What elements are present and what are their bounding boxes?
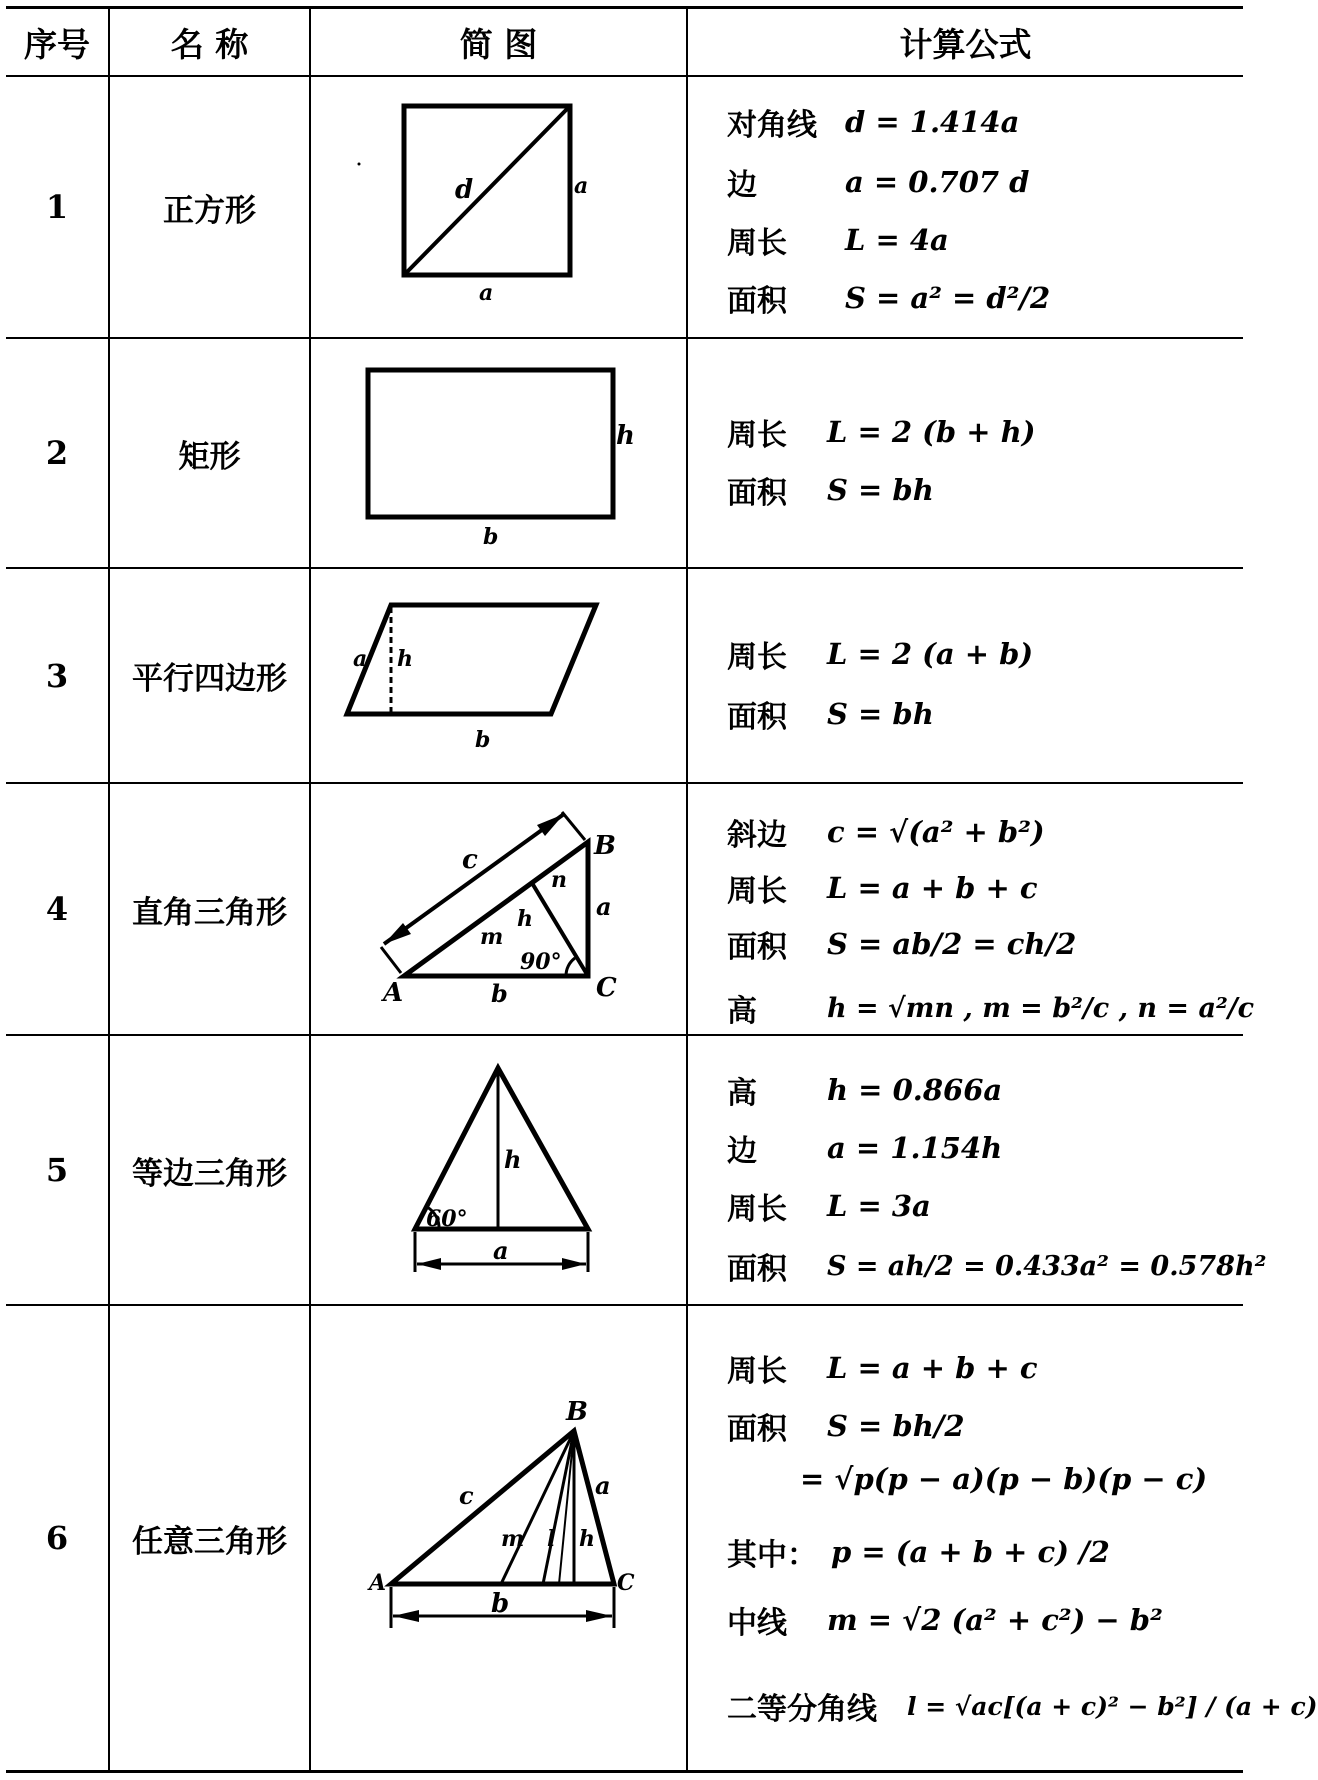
shape-name: 矩形 [178, 438, 241, 475]
formula-expr: a = 1.154h [827, 1131, 1003, 1165]
formula-expr: L = 2 (b + h) [827, 415, 1036, 449]
label-a: a [493, 1236, 509, 1265]
formula-expr: a = 0.707 d [845, 165, 1030, 199]
formula-line [727, 276, 1050, 320]
shape-name: 任意三角形 [132, 1523, 287, 1560]
formula-label: 周长 [727, 226, 787, 261]
formula-label: 面积 [727, 700, 787, 735]
shape-name: 正方形 [163, 192, 256, 229]
formula-line [727, 410, 1035, 454]
header-no: 序号 [24, 24, 90, 64]
formula-line [727, 692, 934, 736]
row-number: 2 [45, 434, 69, 472]
label-b: b [491, 979, 508, 1008]
label-c: c [462, 845, 478, 875]
label-h: h [579, 1526, 595, 1552]
label-b: b [483, 524, 499, 550]
formula-label: 面积 [727, 1252, 787, 1287]
formula-line [727, 100, 1019, 144]
formula-expr: = √p(p − a)(p − b)(p − c) [800, 1462, 1208, 1496]
formula-label: 其中： [727, 1538, 817, 1573]
formula-expr: l = √ac[(a + c)² − b²] / (a + c) [907, 1691, 1318, 1721]
formula-label: 对角线 [727, 108, 817, 143]
formula-expr: L = a + b + c [827, 871, 1038, 905]
square-diagram [311, 77, 686, 337]
formula-label: 周长 [727, 640, 787, 675]
formula-line [727, 1404, 965, 1448]
formula-expr: c = √(a² + b²) [827, 815, 1045, 849]
row-number: 4 [45, 890, 69, 928]
label-m: m [480, 924, 504, 950]
shape-name: 直角三角形 [132, 894, 287, 931]
label-h: h [517, 906, 533, 932]
formula-expr: S = bh/2 [827, 1409, 965, 1443]
header-diagram: 简 图 [459, 24, 538, 64]
row-number: 1 [45, 188, 69, 226]
label-a-bottom: a [479, 280, 494, 306]
shape-name: 平行四边形 [132, 661, 287, 697]
formula-line [727, 1598, 1163, 1642]
parallelogram-diagram [311, 569, 686, 782]
formula-line [727, 1184, 931, 1228]
formula-expr: L = 4a [845, 223, 949, 257]
formula-label: 高 [727, 994, 757, 1029]
arbitrary-triangle-diagram [311, 1306, 686, 1770]
formula-label: 中线 [727, 1606, 787, 1641]
rectangle-diagram [311, 339, 686, 567]
formula-expr: S = a² = d²/2 [845, 281, 1051, 315]
label-d: d [455, 175, 474, 205]
formula-expr: S = bh [827, 473, 934, 507]
label-h: h [616, 421, 635, 451]
formula-line [727, 922, 1076, 966]
formula-expr: S = ab/2 = ch/2 [827, 927, 1077, 961]
formula-label: 面积 [727, 476, 787, 511]
formula-label: 二等分角线 [727, 1692, 877, 1727]
label-90deg: 90° [520, 949, 562, 975]
shape-name: 等边三角形 [132, 1155, 287, 1192]
label-a: a [595, 1471, 611, 1500]
label-b: b [475, 727, 491, 753]
label-a: a [353, 646, 368, 672]
formula-line [727, 1684, 1318, 1728]
label-n: n [551, 867, 567, 893]
formula-label: 周长 [727, 874, 787, 909]
label-B: B [566, 1397, 588, 1427]
formula-line [727, 1346, 1038, 1390]
formula-label: 边 [727, 168, 757, 203]
row-number: 5 [45, 1151, 69, 1189]
rule-col3 [686, 6, 688, 1773]
header-name: 名 称 [170, 24, 249, 64]
label-h: h [397, 646, 413, 672]
label-l: l [547, 1526, 556, 1552]
formula-label: 周长 [727, 1354, 787, 1389]
right-triangle-diagram [311, 784, 686, 1034]
formula-expr: L = 2 (a + b) [827, 637, 1034, 671]
formula-expr: L = a + b + c [827, 1351, 1038, 1385]
formula-expr: p = (a + b + c) /2 [831, 1535, 1110, 1569]
label-b: b [491, 1589, 510, 1619]
formula-expr: m = √2 (a² + c²) − b² [827, 1603, 1163, 1637]
row-number: 3 [45, 656, 69, 695]
label-a: a [596, 892, 612, 921]
label-c: c [459, 1481, 474, 1510]
formula-line [727, 1244, 1266, 1288]
label-B: B [594, 831, 616, 861]
label-A: A [369, 1570, 387, 1596]
formula-expr: d = 1.414a [845, 105, 1020, 139]
label-m: m [501, 1526, 525, 1552]
formula-label: 周长 [727, 1192, 787, 1227]
formula-line [727, 866, 1038, 910]
header-formula: 计算公式 [899, 24, 1032, 64]
label-A: A [383, 978, 404, 1008]
formula-line [727, 632, 1033, 676]
formula-line [727, 468, 934, 512]
formula-line [800, 1462, 1207, 1496]
formula-line [727, 218, 949, 262]
rule-bottom [6, 1770, 1243, 1773]
formula-line [727, 1068, 1002, 1112]
row-number: 6 [45, 1519, 69, 1557]
equilateral-triangle-diagram [311, 1036, 686, 1304]
formula-label: 高 [727, 1076, 757, 1111]
formula-expr: L = 3a [827, 1189, 931, 1223]
formula-line [727, 1126, 1002, 1170]
formula-expr: h = 0.866a [827, 1073, 1003, 1107]
formula-label: 面积 [727, 284, 787, 319]
formula-label: 边 [727, 1134, 757, 1169]
formula-label: 面积 [727, 930, 787, 965]
formula-expr: S = ah/2 = 0.433a² = 0.578h² [827, 1250, 1267, 1282]
formula-line [727, 1530, 1110, 1574]
label-h: h [504, 1145, 522, 1174]
label-60deg: 60° [426, 1206, 468, 1232]
formula-line [727, 160, 1029, 204]
formula-label: 斜边 [727, 818, 787, 853]
formula-label: 周长 [727, 418, 787, 453]
formula-label: 面积 [727, 1412, 787, 1447]
formula-line [727, 810, 1045, 854]
label-a-side: a [574, 173, 589, 199]
label-C: C [596, 973, 617, 1003]
formula-expr: S = bh [827, 697, 934, 731]
label-C: C [617, 1570, 635, 1596]
formula-expr: h = √mn , m = b²/c , n = a²/c [827, 992, 1255, 1024]
formula-line [727, 986, 1254, 1030]
